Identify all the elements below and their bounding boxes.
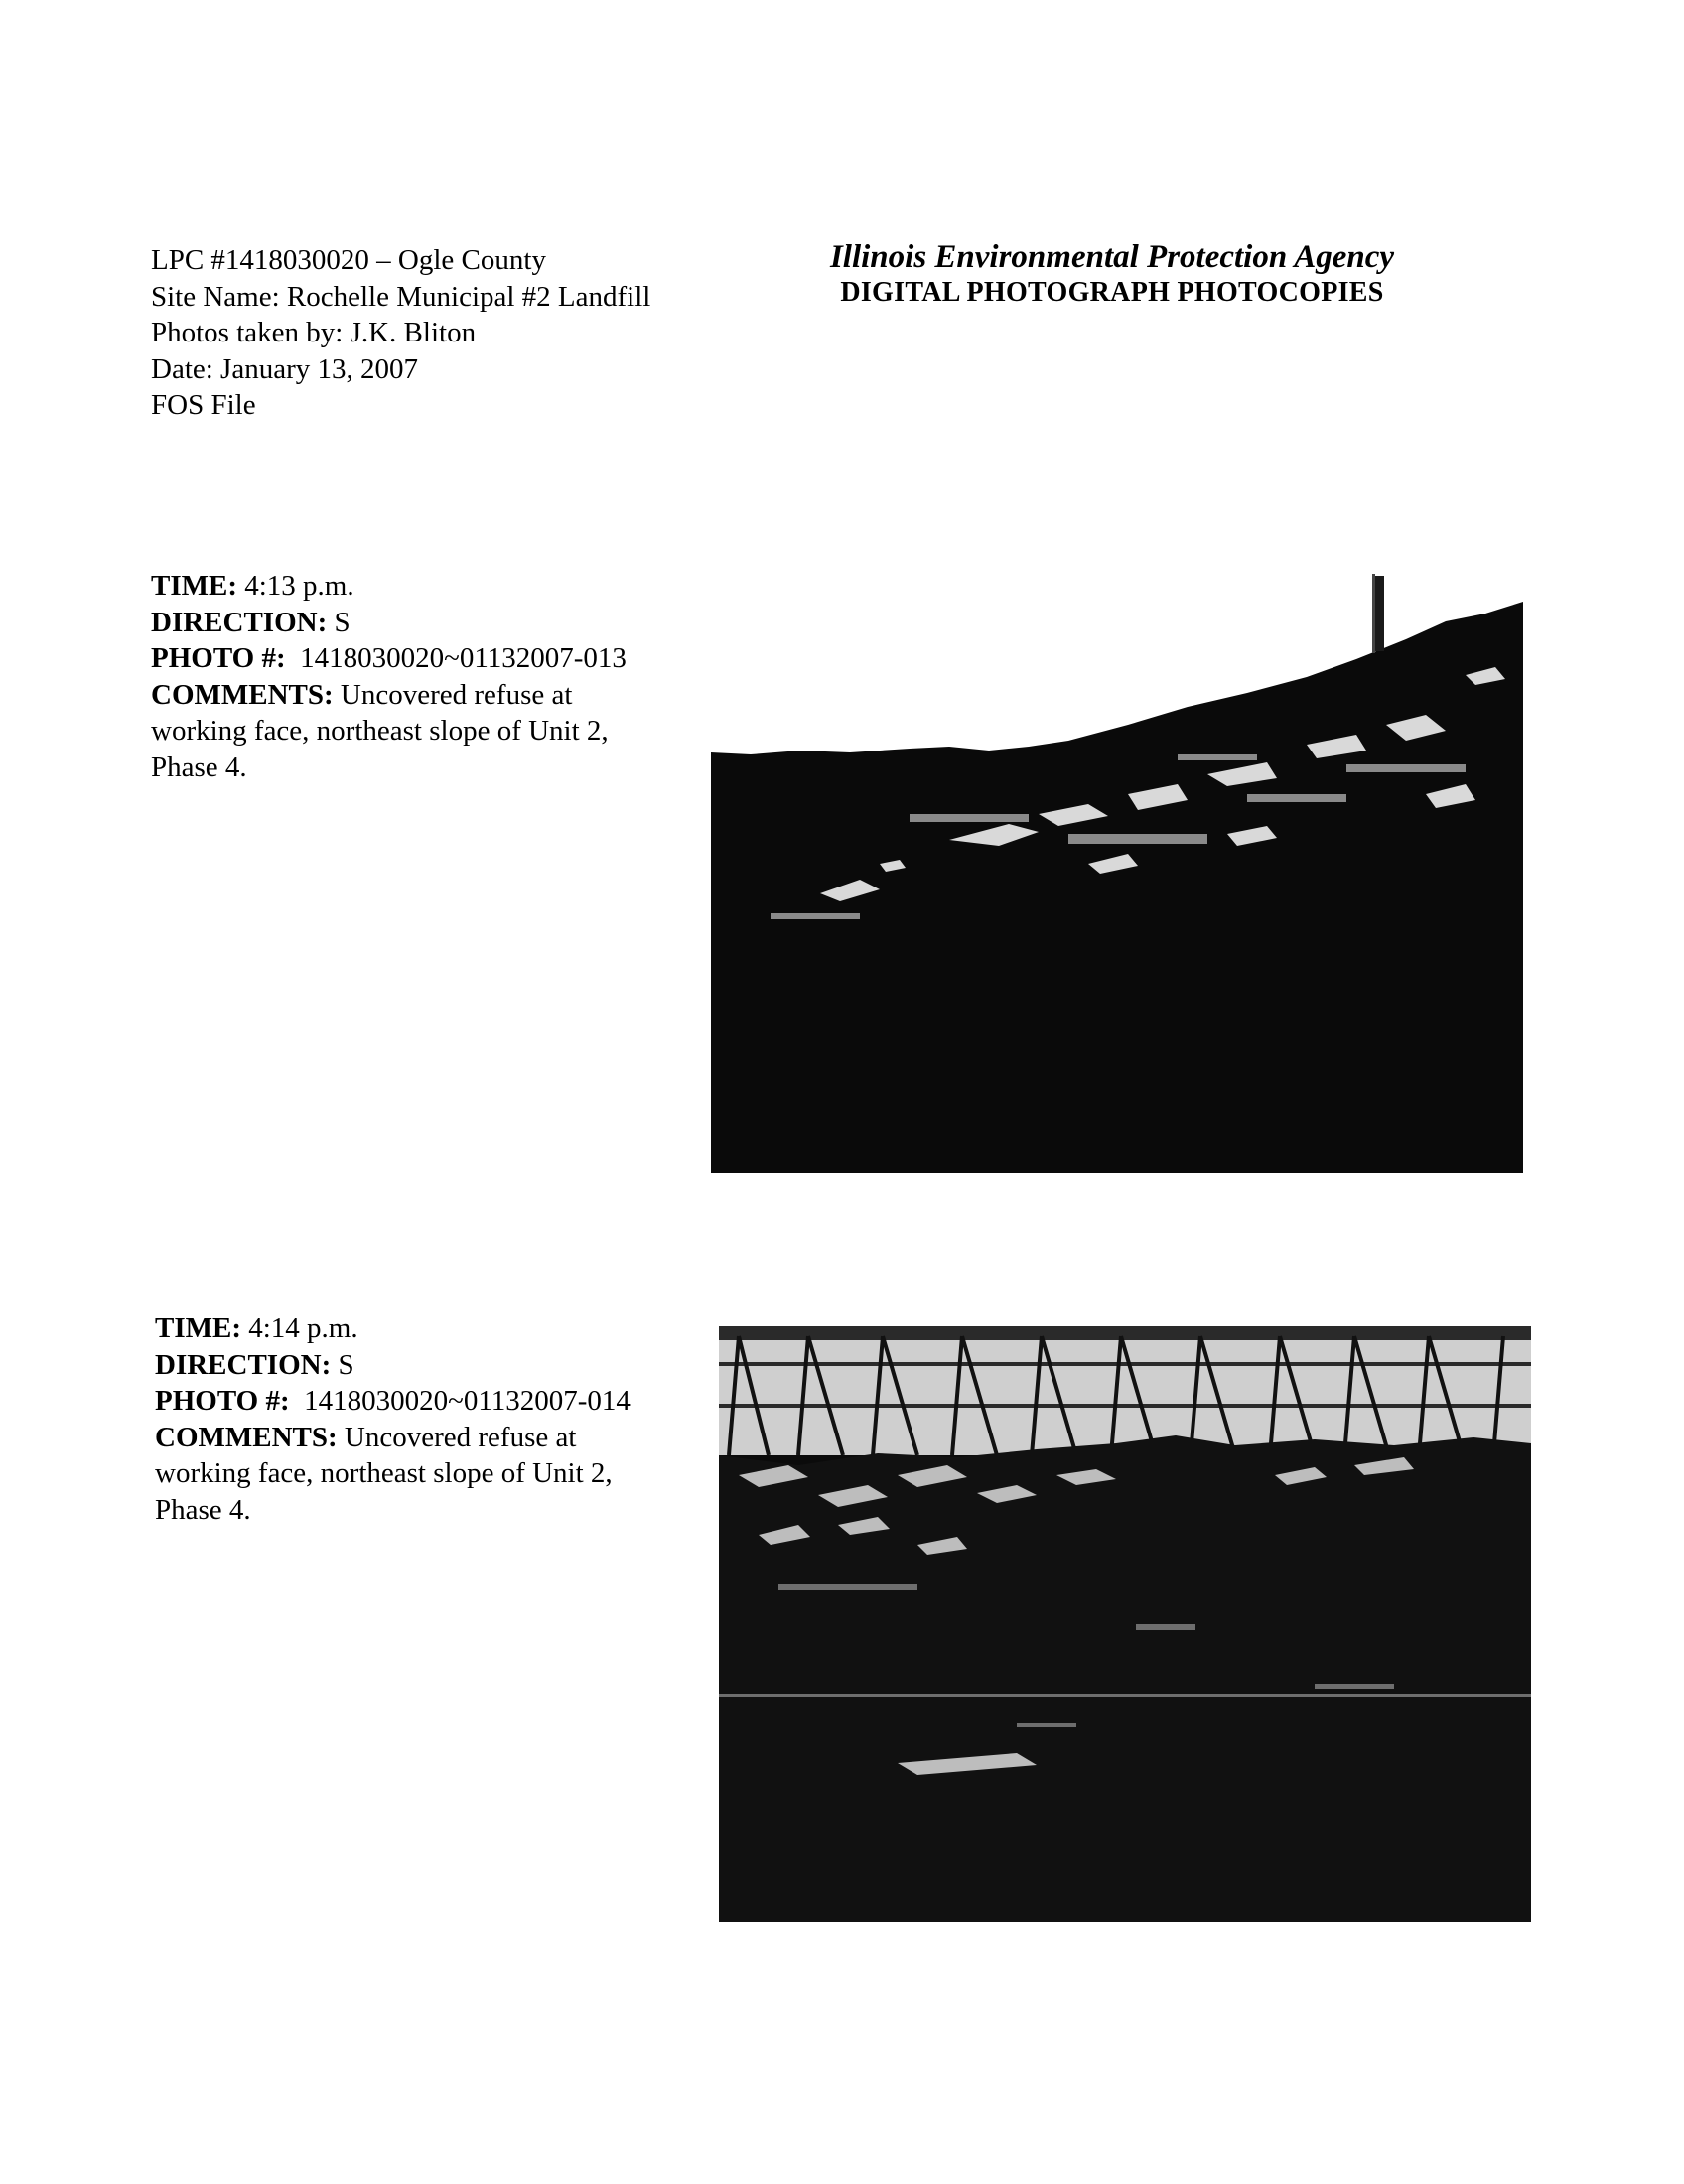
direction-label: DIRECTION: (151, 606, 328, 638)
photo-number-label: PHOTO #: (151, 642, 286, 674)
comments-line-3: Phase 4. (155, 1493, 251, 1526)
time-value: 4:14 p.m. (241, 1312, 358, 1344)
direction-value: S (327, 606, 351, 638)
time-label: TIME: (155, 1312, 241, 1344)
photo-date: Date: January 13, 2007 (151, 352, 418, 385)
file-type: FOS File (151, 389, 256, 421)
time-value: 4:13 p.m. (237, 570, 354, 602)
comments-label: COMMENTS: (151, 678, 334, 711)
comments-line-2: working face, northeast slope of Unit 2, (151, 715, 609, 747)
photo-number-value: 1418030020~01132007-014 (289, 1385, 631, 1417)
comments-line-2: working face, northeast slope of Unit 2, (155, 1457, 613, 1489)
landfill-slope-photo-1 (711, 566, 1523, 1173)
photo-number-value: 1418030020~01132007-013 (285, 642, 627, 674)
photo-caption-1 (151, 568, 707, 785)
time-label: TIME: (151, 570, 237, 602)
photo-caption-2 (155, 1310, 711, 1528)
site-name: Site Name: Rochelle Municipal #2 Landfill (151, 280, 651, 313)
photo-number-label: PHOTO #: (155, 1385, 290, 1417)
site-info-header (151, 242, 650, 424)
agency-name: Illinois Environmental Protection Agency (829, 239, 1395, 275)
comments-label: COMMENTS: (155, 1421, 338, 1453)
photographer: Photos taken by: J.K. Bliton (151, 317, 477, 348)
document-type: DIGITAL PHOTOGRAPH PHOTOCOPIES (840, 277, 1384, 308)
direction-label: DIRECTION: (155, 1348, 332, 1381)
direction-value: S (331, 1348, 354, 1381)
comments-line-1: Uncovered refuse at (337, 1421, 577, 1453)
landfill-fence-photo-2 (719, 1326, 1531, 1922)
lpc-number: LPC #1418030020 – Ogle County (151, 244, 546, 276)
comments-line-3: Phase 4. (151, 751, 247, 783)
agency-header (774, 238, 1450, 310)
comments-line-1: Uncovered refuse at (333, 678, 573, 711)
